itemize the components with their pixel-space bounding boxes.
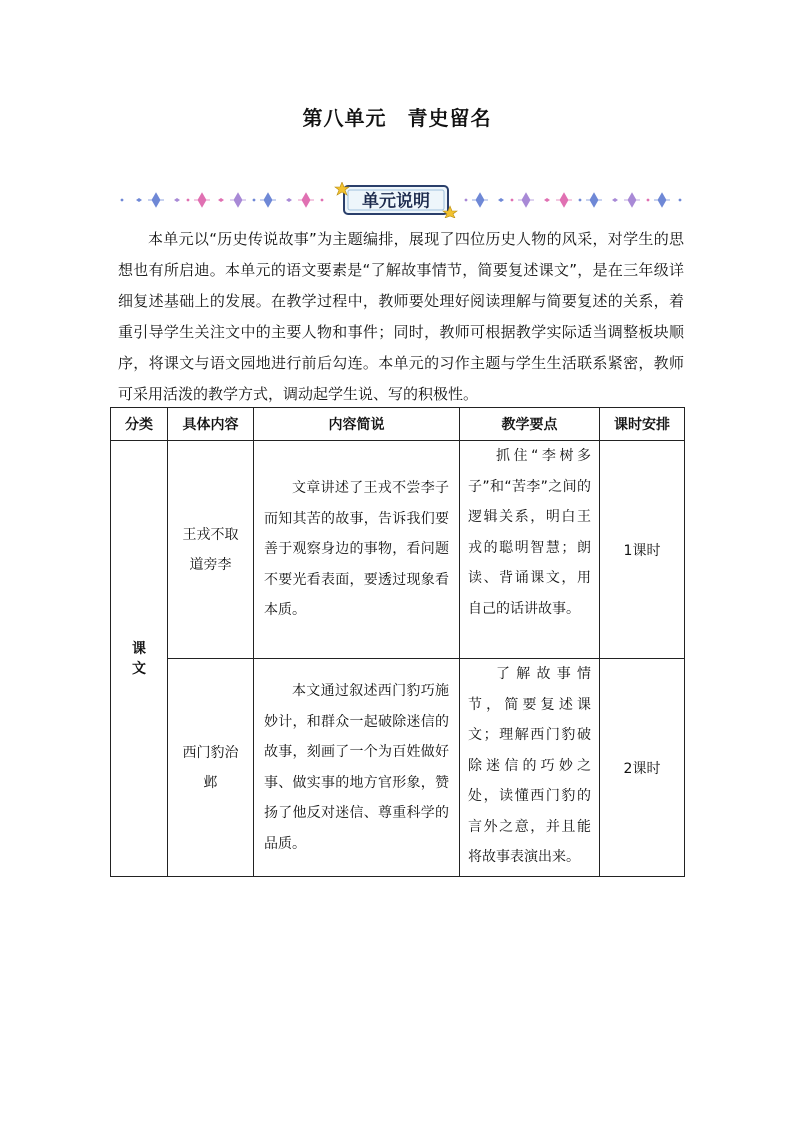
sparkle-divider-right [465,193,682,207]
teaching-points: 抓住“李树多子”和“苦李”之间的逻辑关系，明白王戎的聪明智慧；朗读、背诵课文，用自己的话讲故事。 [460,441,600,659]
header-category: 分类 [111,408,168,441]
lesson-hours: 1课时 [600,441,685,659]
table-row [111,441,685,659]
sparkle-divider-left [121,193,324,207]
header-hours: 课时安排 [600,408,685,441]
header-teaching-points: 教学要点 [460,408,600,441]
section-banner [118,182,686,218]
teaching-points: 了解故事情节，简要复述课文；理解西门豹破除迷信的巧妙之处，读懂西门豹的言外之意，并且能将故事表演出来。 [460,659,600,877]
category-cell [111,441,168,877]
table-header-row [111,408,685,441]
lesson-title: 王戎不取道旁李 [168,441,254,659]
section-tag-label: 单元说明 [362,191,430,212]
unit-intro-paragraph: 本单元以“历史传说故事”为主题编排，展现了四位历史人物的风采，对学生的思想也有所启迪。本单元的语文要素是“了解故事情节，简要复述课文”，是在三年级详细复述基础上的发展。在教学过程中，教师要处理好阅读理解与简要复述的关系，着重引导学生关注文中的主要人物和事件；同时，教师可根据教学实际适当调整板块顺序，将课文与语文园地进行前后勾连。本单元的习作主题与学生生活联系紧密，教师可采用活泼的教学方式，调动起学生说、写的积极性。 [118,230,684,403]
header-content: 具体内容 [168,408,254,441]
page-title: 第八单元 青史留名 [302,106,492,130]
lesson-summary: 本文通过叙述西门豹巧施妙计，和群众一起破除迷信的故事，刻画了一个为百姓做好事、做实事的地方官形象，赞扬了他反对迷信、尊重科学的品质。 [254,659,460,877]
header-summary: 内容简说 [254,408,460,441]
category-label: 课文 [132,640,146,677]
lesson-title: 西门豹治邺 [168,659,254,877]
lesson-summary: 文章讲述了王戎不尝李子而知其苦的故事，告诉我们要善于观察身边的事物，看问题不要光看表面，要透过现象看本质。 [254,441,460,659]
lesson-plan-table [110,407,685,877]
table-row [111,659,685,877]
section-tag [344,186,448,214]
lesson-hours: 2课时 [600,659,685,877]
